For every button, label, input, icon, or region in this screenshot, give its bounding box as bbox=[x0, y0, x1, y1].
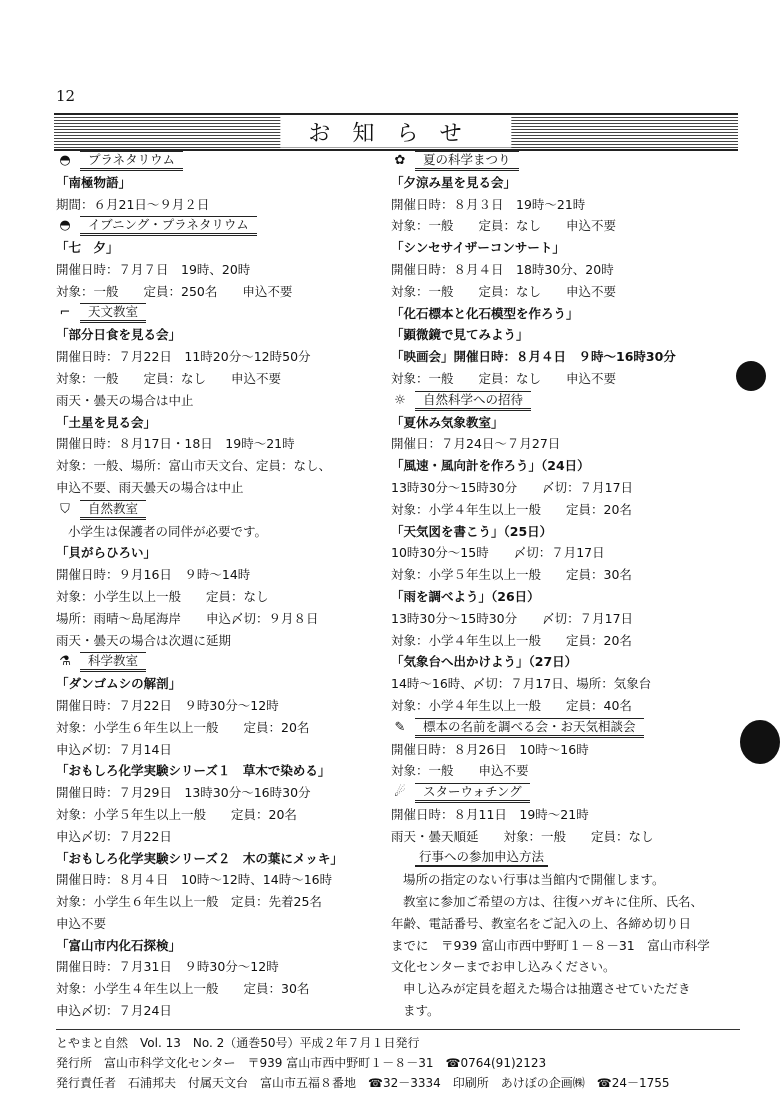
event-detail: 対象：小学４年生以上一般 定員：40名 bbox=[391, 697, 632, 713]
star-watching-icon: ☄ bbox=[394, 785, 406, 800]
event-detail: 開催日時：９月16日 ９時～14時 bbox=[56, 567, 251, 583]
section-header-label: 自然科学への招待 bbox=[415, 391, 531, 411]
event-title: 「貝がらひろい」 bbox=[56, 545, 157, 561]
event-detail: 申し込みが定員を超えた場合は抽選させていただき bbox=[403, 981, 691, 997]
punch-hole-bottom bbox=[740, 720, 780, 764]
publication-footer bbox=[56, 1029, 740, 1093]
event-detail: までに 〒939 富山市西中野町１－８－31 富山市科学 bbox=[391, 937, 710, 953]
event-detail: 雨天・曇天の場合は中止 bbox=[56, 392, 194, 408]
event-title: 「土星を見る会」 bbox=[56, 414, 157, 430]
section-header bbox=[56, 215, 386, 237]
event-detail: 対象：小学４年生以上一般 定員：20名 bbox=[391, 632, 632, 648]
flask-icon: ⚗ bbox=[59, 654, 71, 670]
event-title: 「風速・風向計を作ろう」（24日） bbox=[391, 458, 590, 474]
right-column bbox=[391, 150, 731, 1022]
event-detail: 対象：小学５年生以上一般 定員：30名 bbox=[391, 567, 632, 583]
event-detail: 対象：小学生４年生以上一般 定員：30名 bbox=[56, 981, 310, 997]
section-header-label: 行事への参加申込方法 bbox=[415, 849, 548, 867]
event-title: 「ダンゴムシの解剖」 bbox=[56, 676, 182, 692]
event-detail: 対象：小学生６年生以上一般 定員：先着25名 bbox=[56, 894, 322, 910]
event-detail: 開催日時：７月31日 ９時30分～12時 bbox=[56, 959, 279, 975]
footer-line: 発行責任者 石浦邦夫 付属天文台 富山市五福８番地 ☎32－3334 印刷所 あけぼの企画㈱ ☎24－1755 bbox=[56, 1076, 670, 1090]
section-header-label: 夏の科学まつり bbox=[415, 151, 519, 171]
event-detail: 開催日：７月24日～７月27日 bbox=[391, 436, 561, 452]
event-detail: 対象：一般 定員：なし 申込不要 bbox=[391, 283, 617, 299]
event-detail: 申込不要 bbox=[56, 915, 107, 931]
event-detail: 対象：小学４年生以上一般 定員：20名 bbox=[391, 501, 632, 517]
event-detail: 対象：一般 申込不要 bbox=[391, 763, 529, 779]
event-detail: 文化センターまでお申し込みください。 bbox=[391, 959, 616, 975]
section-header-label: 標本の名前を調べる会・お天気相談会 bbox=[415, 718, 644, 738]
event-detail: 開催日時：７月22日 ９時30分～12時 bbox=[56, 697, 279, 713]
event-detail: 14時～16時、〆切：７月17日、場所：気象台 bbox=[391, 676, 652, 692]
page-number: 12 bbox=[56, 87, 76, 105]
event-title: 「天気図を書こう」（25日） bbox=[391, 523, 553, 539]
event-detail: 開催日時：８月３日 19時～21時 bbox=[391, 196, 586, 212]
event-detail: 雨天・曇天の場合は次週に延期 bbox=[56, 632, 232, 648]
event-detail: 開催日時：８月４日 18時30分、20時 bbox=[391, 261, 614, 277]
section-header bbox=[391, 390, 731, 412]
sun-icon: ☼ bbox=[394, 392, 406, 408]
event-detail: 教室に参加ご希望の方は、往復ハガキに住所、氏名、 bbox=[403, 894, 704, 910]
event-detail: 対象：一般、場所：富山市天文台、定員：なし、 bbox=[56, 458, 332, 474]
event-title: 「南極物語」 bbox=[56, 174, 132, 190]
event-title: 「おもしろ化学実験シリーズ１ 草木で染める」 bbox=[56, 763, 331, 779]
section-header-label: 自然教室 bbox=[80, 500, 146, 520]
section-header bbox=[391, 782, 731, 804]
event-title: 「おもしろ化学実験シリーズ２ 木の葉にメッキ」 bbox=[56, 850, 343, 866]
event-detail: 開催日時：７月７日 19時、20時 bbox=[56, 261, 251, 277]
event-detail: 対象：小学生６年生以上一般 定員：20名 bbox=[56, 719, 310, 735]
event-title: 「気象台へ出かけよう」（27日） bbox=[391, 654, 578, 670]
event-title: 「夕涼み星を見る会」 bbox=[391, 174, 517, 190]
event-detail: ます。 bbox=[403, 1003, 440, 1019]
event-detail: 対象：一般 定員：なし 申込不要 bbox=[56, 370, 282, 386]
section-header bbox=[56, 303, 386, 325]
event-detail: 申込〆切：７月14日 bbox=[56, 741, 172, 757]
left-column bbox=[56, 150, 386, 1022]
event-detail: 場所：雨晴～島尾海岸 申込〆切：９月８日 bbox=[56, 610, 319, 626]
event-title: 「化石標本と化石模型を作ろう」 bbox=[391, 305, 579, 321]
notice-banner bbox=[54, 113, 738, 151]
event-detail: 対象：小学５年生以上一般 定員：20名 bbox=[56, 806, 297, 822]
event-title: 「顕微鏡で見てみよう」 bbox=[391, 327, 529, 343]
section-header bbox=[56, 651, 386, 673]
section-header bbox=[56, 499, 386, 521]
event-detail: 10時30分～15時 〆切：７月17日 bbox=[391, 545, 605, 561]
event-title: 「シンセサイザーコンサート」 bbox=[391, 240, 565, 256]
event-title: 「夏休み気象教室」 bbox=[391, 414, 504, 430]
section-header-label: スターウォチング bbox=[415, 783, 530, 803]
section-header-label: プラネタリウム bbox=[80, 151, 183, 171]
event-detail: 対象：小学生以上一般 定員：なし bbox=[56, 588, 269, 604]
punch-hole-top bbox=[736, 361, 766, 391]
event-detail: 開催日時：８月11日 19時～21時 bbox=[391, 806, 589, 822]
shell-icon: ⛉ bbox=[60, 501, 70, 517]
event-detail: 対象：一般 定員：なし 申込不要 bbox=[391, 370, 617, 386]
event-title: 「七 夕」 bbox=[56, 240, 119, 256]
telescope-icon: ⌐ bbox=[59, 305, 71, 321]
section-header bbox=[391, 717, 731, 739]
event-detail: 年齢、電話番号、教室名をご記入の上、各締め切り日 bbox=[391, 915, 692, 931]
event-title: 「部分日食を見る会」 bbox=[56, 327, 182, 343]
footer-line: 発行所 富山市科学文化センター 〒939 富山市西中野町１－８－31 ☎0764(91)2123 bbox=[56, 1056, 547, 1070]
event-detail: 申込不要、雨天曇天の場合は中止 bbox=[56, 479, 244, 495]
event-detail: 開催日時：８月４日 10時～12時、14時～16時 bbox=[56, 872, 333, 888]
planetarium-dome-icon: ◓ bbox=[59, 218, 71, 234]
event-detail: 開催日時：７月29日 13時30分～16時30分 bbox=[56, 785, 311, 801]
event-detail: 対象：一般 定員：250名 申込不要 bbox=[56, 283, 293, 299]
banner-title: お知らせ bbox=[280, 117, 511, 148]
event-detail: 開催日時：７月22日 11時20分～12時50分 bbox=[56, 349, 311, 365]
event-detail: 申込〆切：７月24日 bbox=[56, 1003, 172, 1019]
section-header bbox=[391, 848, 731, 870]
event-detail: 小学生は保護者の同伴が必要です。 bbox=[68, 523, 268, 539]
section-header bbox=[391, 150, 731, 172]
event-title: 「富山市内化石探検」 bbox=[56, 937, 182, 953]
event-detail: 期間：６月21日～９月２日 bbox=[56, 196, 210, 212]
planetarium-dome-icon: ◓ bbox=[59, 152, 71, 168]
footer-line: とやまと自然 Vol. 13 No. 2（通巻50号）平成２年７月１日発行 bbox=[56, 1036, 420, 1050]
section-header-label: 天文教室 bbox=[80, 303, 146, 323]
event-detail: 13時30分～15時30分 〆切：７月17日 bbox=[391, 610, 634, 626]
event-detail: 場所の指定のない行事は当館内で開催します。 bbox=[403, 872, 665, 888]
section-header bbox=[56, 150, 386, 172]
section-header-label: 科学教室 bbox=[80, 652, 146, 672]
event-detail: 開催日時：８月26日 10時～16時 bbox=[391, 741, 589, 757]
festival-icon: ✿ bbox=[394, 152, 406, 168]
event-detail: 申込〆切：７月22日 bbox=[56, 828, 172, 844]
section-header-label: イブニング・プラネタリウム bbox=[80, 216, 257, 236]
specimen-icon: ✎ bbox=[394, 719, 406, 735]
event-title: 「映画会」開催日時：８月４日 ９時～16時30分 bbox=[391, 349, 676, 365]
event-title: 「雨を調べよう」（26日） bbox=[391, 588, 540, 604]
event-detail: 雨天・曇天順延 対象：一般 定員：なし bbox=[391, 828, 654, 844]
event-detail: 13時30分～15時30分 〆切：７月17日 bbox=[391, 479, 634, 495]
event-detail: 対象：一般 定員：なし 申込不要 bbox=[391, 218, 617, 234]
event-detail: 開催日時：８月17日・18日 19時～21時 bbox=[56, 436, 295, 452]
